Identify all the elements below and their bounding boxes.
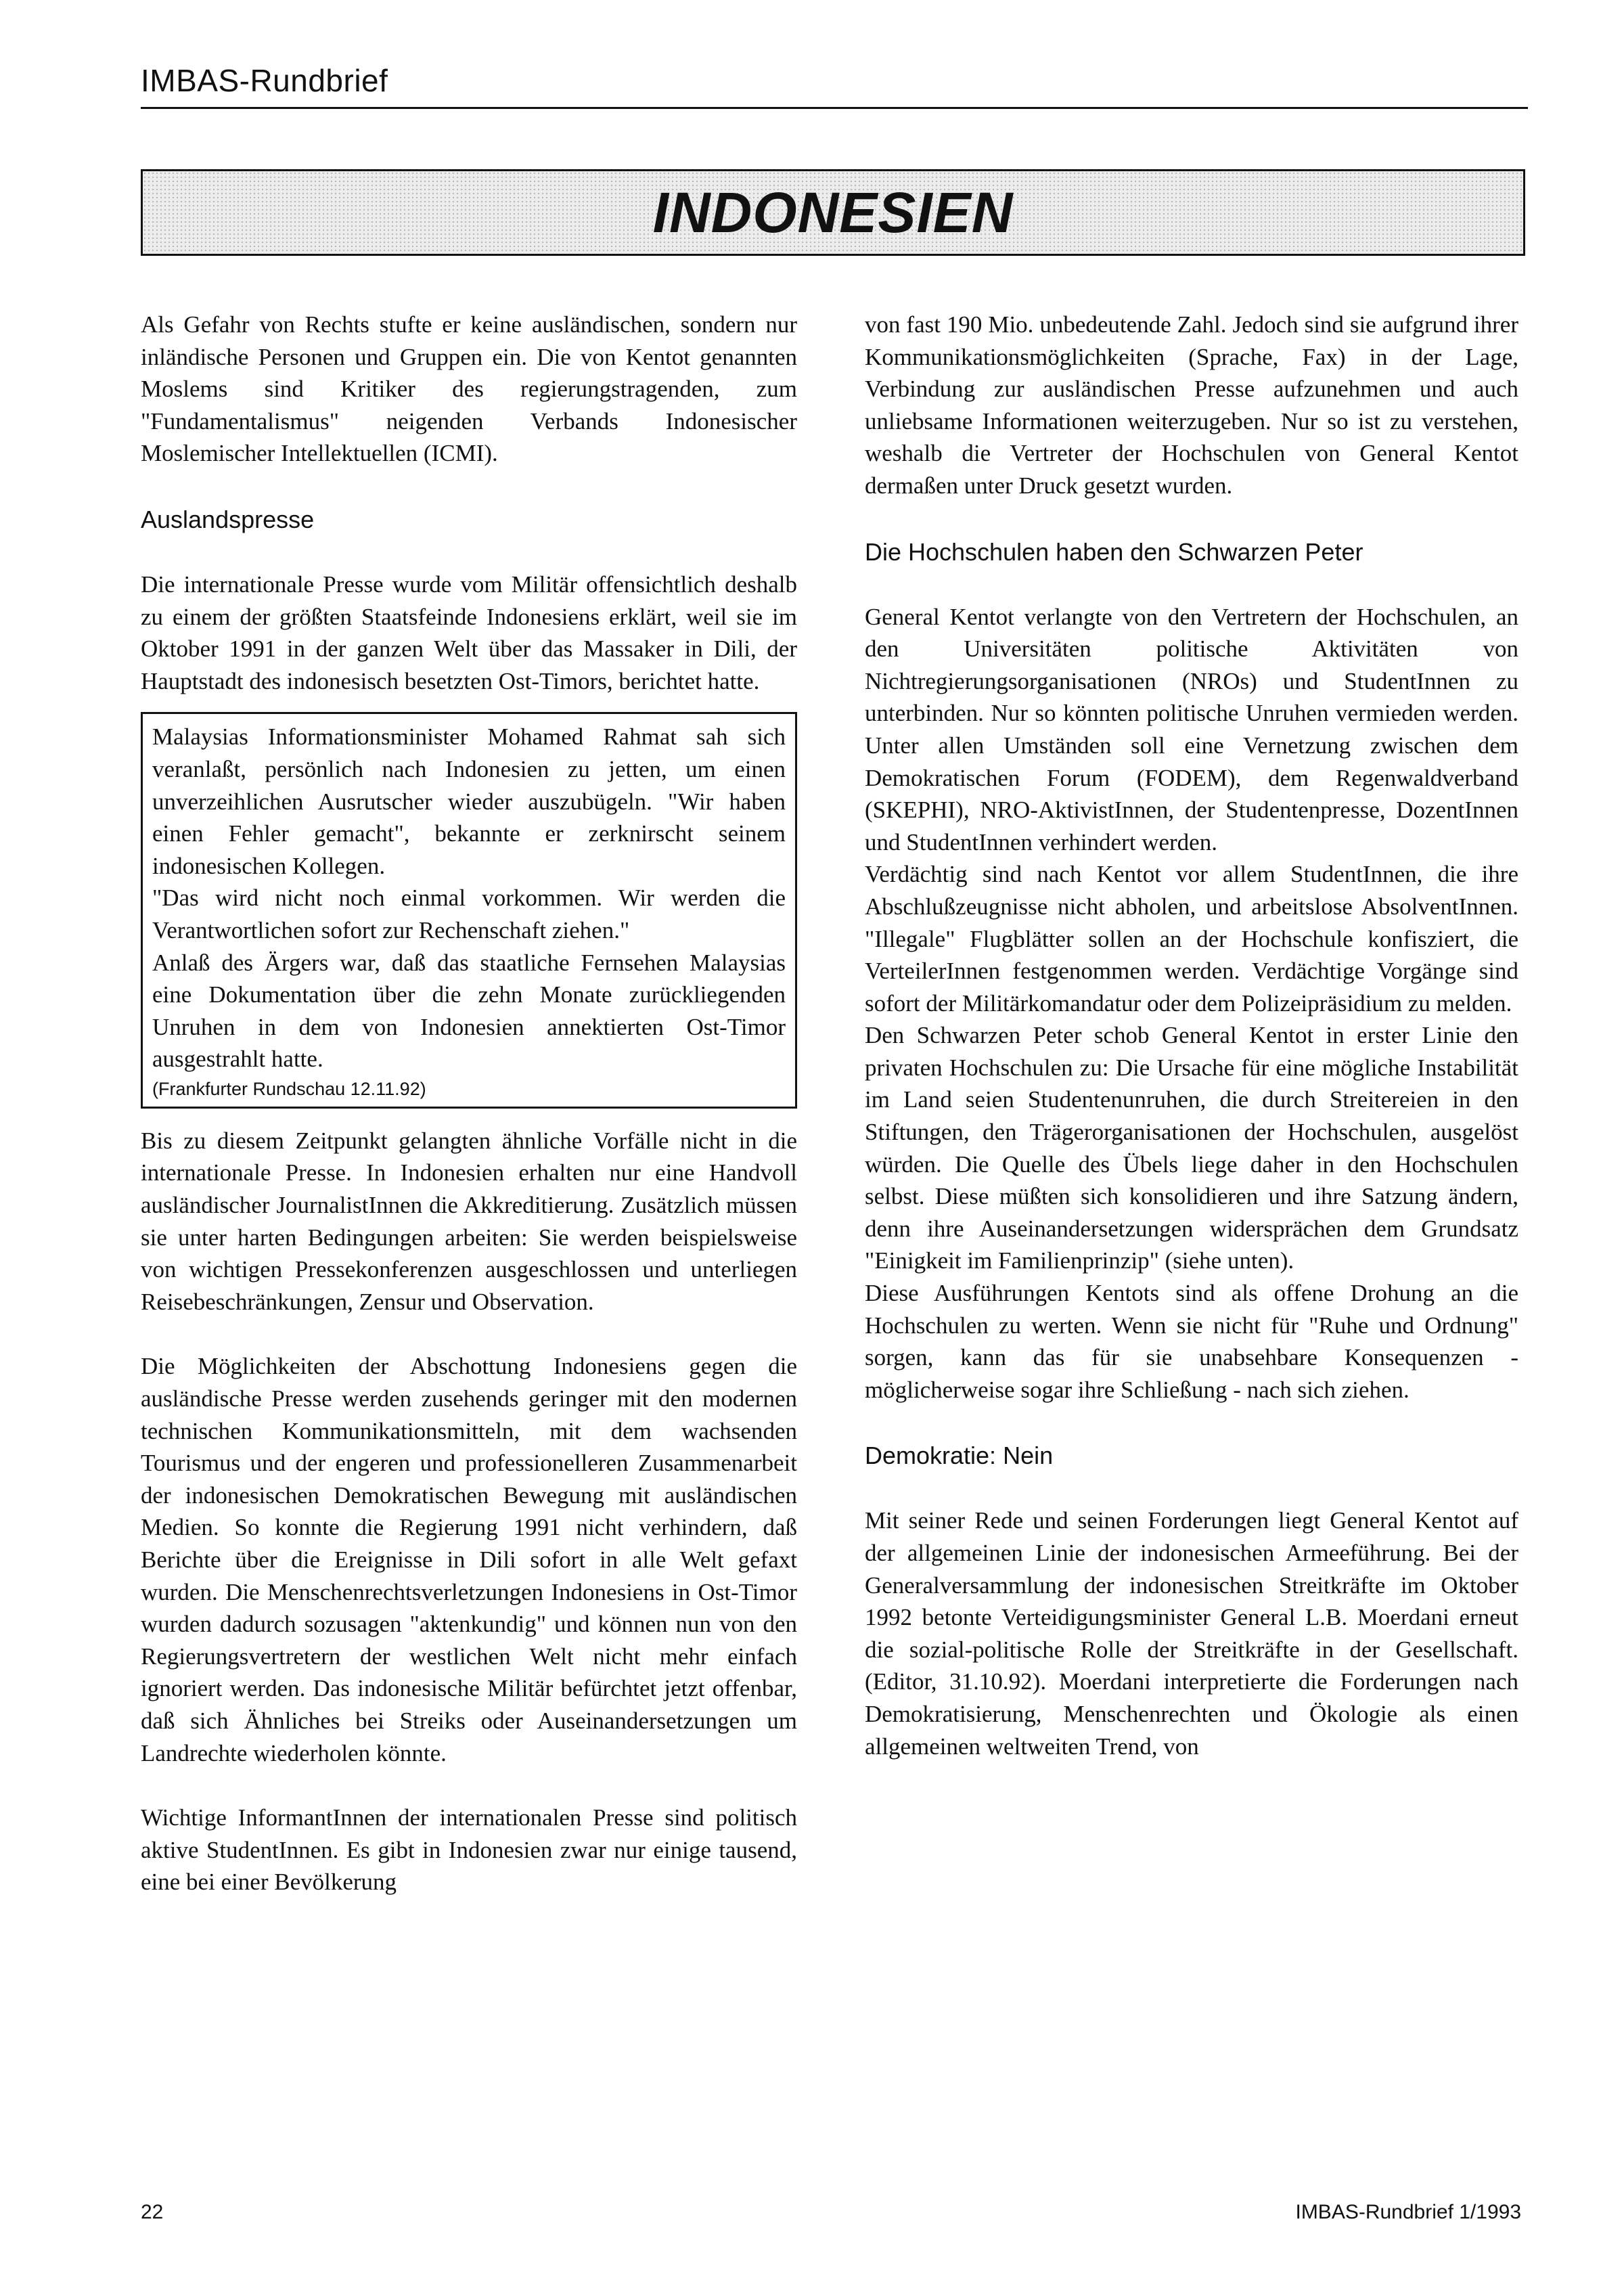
left-column	[141, 309, 797, 1898]
paragraph: Wichtige InformantInnen der internationalen Presse sind politisch aktive StudentInnen. Es gibt in Indonesien zwar nur einige tausend, eine bei einer Bevölkerung	[141, 1804, 797, 1896]
quote-source: (Frankfurter Rundschau 12.11.92)	[152, 1078, 426, 1099]
article-title: INDONESIEN	[652, 181, 1014, 244]
paragraph: Bis zu diesem Zeitpunkt gelangten ähnliche Vorfälle nicht in die internationale Presse. In Indonesien erhalten nur eine Handvoll ausländischer JournalistInnen die Akkreditierung. Zusätzlich müssen sie unter harten Bedingungen arbeiten: Sie werden beispielsweise von wichtigen Pressekonferenzen ausgeschlossen und unterliegen Reisebeschränkungen, Zensur und Observation.	[141, 1127, 797, 1315]
section-heading-auslandspresse: Auslandspresse	[141, 505, 315, 533]
section-heading-demokratie: Demokratie: Nein	[865, 1442, 1054, 1470]
paragraph: Diese Ausführungen Kentots sind als offene Drohung an die Hochschulen zu werten. Wenn sie nicht für "Ruhe und Ordnung" sorgen, kann das für sie unabsehbare Konsequenzen - möglicherweise sogar ihre Schließung - nach sich ziehen.	[865, 1280, 1518, 1403]
paragraph: Als Gefahr von Rechts stufte er keine ausländischen, sondern nur inländische Personen und Gruppen ein. Die von Kentot genannten Moslems sind Kritiker des regierungstragenden, zum "Fundamentalismus" neigenden Verbands Indonesischer Moslemischer Intellektuellen (ICMI).	[141, 311, 797, 467]
paragraph: General Kentot verlangte von den Vertretern der Hochschulen, an den Universitäten politische Aktivitäten von Nichtregierungsorganisationen (NROs) und StudentInnen zu unterbinden. Nur so könnten politische Unruhen vermieden werden. Unter allen Umständen soll eine Vernetzung zwischen dem Demokratischen Forum (FODEM), dem Regenwaldverband (SKEPHI), NRO-AktivistInnen, der Studentenpresse, DozentInnen und StudentInnen verhindert werden.	[865, 603, 1518, 855]
paragraph: von fast 190 Mio. unbedeutende Zahl. Jedoch sind sie aufgrund ihrer Kommunikationsmöglichkeiten (Sprache, Fax) in der Lage, Verbindung zur ausländischen Presse aufzunehmen und auch unliebsame Informationen weiterzugeben. Nur so ist zu verstehen, weshalb die Vertreter der Hochschulen von General Kentot dermaßen unter Druck gesetzt wurden.	[865, 311, 1518, 499]
quote-paragraph: "Das wird nicht noch einmal vorkommen. Wir werden die Verantwortlichen sofort zur Rechenschaft ziehen."	[152, 885, 786, 943]
footer-publication: IMBAS-Rundbrief 1/1993	[1295, 2201, 1521, 2223]
quote-paragraph: Malaysias Informationsminister Mohamed Rahmat sah sich veranlaßt, persönlich nach Indonesien zu jetten, um einen unverzeihlichen Ausrutscher wieder auszubügeln. "Wir haben einen Fehler gemacht", bekannte er zerknirscht seinem indonesischen Kollegen.	[152, 723, 786, 879]
paragraph: Die Möglichkeiten der Abschottung Indonesiens gegen die ausländische Presse werden zusehends geringer mit den modernen technischen Kommunikationsmitteln, mit dem wachsenden Tourismus und der engeren und professionelleren Zusammenarbeit der indonesischen Demokratischen Bewegung mit ausländischen Medien. So konnte die Regierung 1991 nicht verhindern, daß Berichte über die Ereignisse in Dili sofort in alle Welt gefaxt wurden. Die Menschenrechtsverletzungen Indonesiens in Ost-Timor wurden dadurch sozusagen "aktenkundig" und können nun von den Regierungsvertretern der westlichen Welt nicht mehr einfach ignoriert werden. Das indonesische Militär befürchtet jetzt offenbar, daß sich Ähnliches bei Streiks oder Auseinandersetzungen um Landrechte wiederholen könnte.	[141, 1353, 797, 1766]
title-banner	[141, 169, 1525, 256]
header-rule	[141, 107, 1528, 109]
paragraph: Mit seiner Rede und seinen Forderungen liegt General Kentot auf der allgemeinen Linie der indonesischen Armeeführung. Bei der Generalversammlung der indonesischen Streitkräfte im Oktober 1992 betonte Verteidigungsminister General L.B. Moerdani erneut die sozial-politische Rolle der Streitkräfte in der Gesellschaft. (Editor, 31.10.92). Moerdani interpretierte die Forderungen nach Demokratisierung, Menschenrechten und Ökologie als einen allgemeinen weltweiten Trend, von	[865, 1507, 1518, 1760]
paragraph: Den Schwarzen Peter schob General Kentot in erster Linie den privaten Hochschulen zu: Die Ursache für eine mögliche Instabilität im Land seien Studentenunruhen, die durch Streitereien in den Stiftungen, den Trägerorganisationen der Hochschulen, ausgelöst würden. Die Quelle des Übels liege daher in den Hochschulen selbst. Diese müßten sich konsolidieren und ihre Satzung ändern, denn ihre Auseinandersetzungen widersprächen dem Grundsatz "Einigkeit im Familienprinzip" (siehe unten).	[865, 1022, 1518, 1274]
section-heading-hochschulen: Die Hochschulen haben den Schwarzen Peter	[865, 537, 1363, 566]
paragraph: Verdächtig sind nach Kentot vor allem StudentInnen, die ihre Abschlußzeugnisse nicht abholen, und arbeitslose AbsolventInnen. "Illegale" Flugblätter sollen an der Hochschule konfisziert, die VerteilerInnen festgenommen werden. Verdächtige Vorgänge sind sofort der Militärkomandatur oder dem Polizeipräsidium zu melden.	[865, 861, 1518, 1017]
right-column	[865, 309, 1518, 1762]
running-head: IMBAS-Rundbrief	[141, 63, 388, 98]
quote-paragraph: Anlaß des Ärgers war, daß das staatliche Fernsehen Malaysias eine Dokumentation über die zehn Monate zurückliegenden Unruhen in dem von Indonesien annektierten Ost-Timor ausgestrahlt hatte.	[152, 949, 786, 1073]
page-number: 22	[141, 2201, 164, 2223]
paragraph: Die internationale Presse wurde vom Militär offensichtlich deshalb zu einem der größten Staatsfeinde Indonesiens erklärt, weil sie im Oktober 1991 in der ganzen Welt über das Massaker in Dili, der Hauptstadt des indonesisch besetzten Ost-Timors, berichtet hatte.	[141, 571, 797, 694]
quote-box	[141, 712, 797, 1109]
